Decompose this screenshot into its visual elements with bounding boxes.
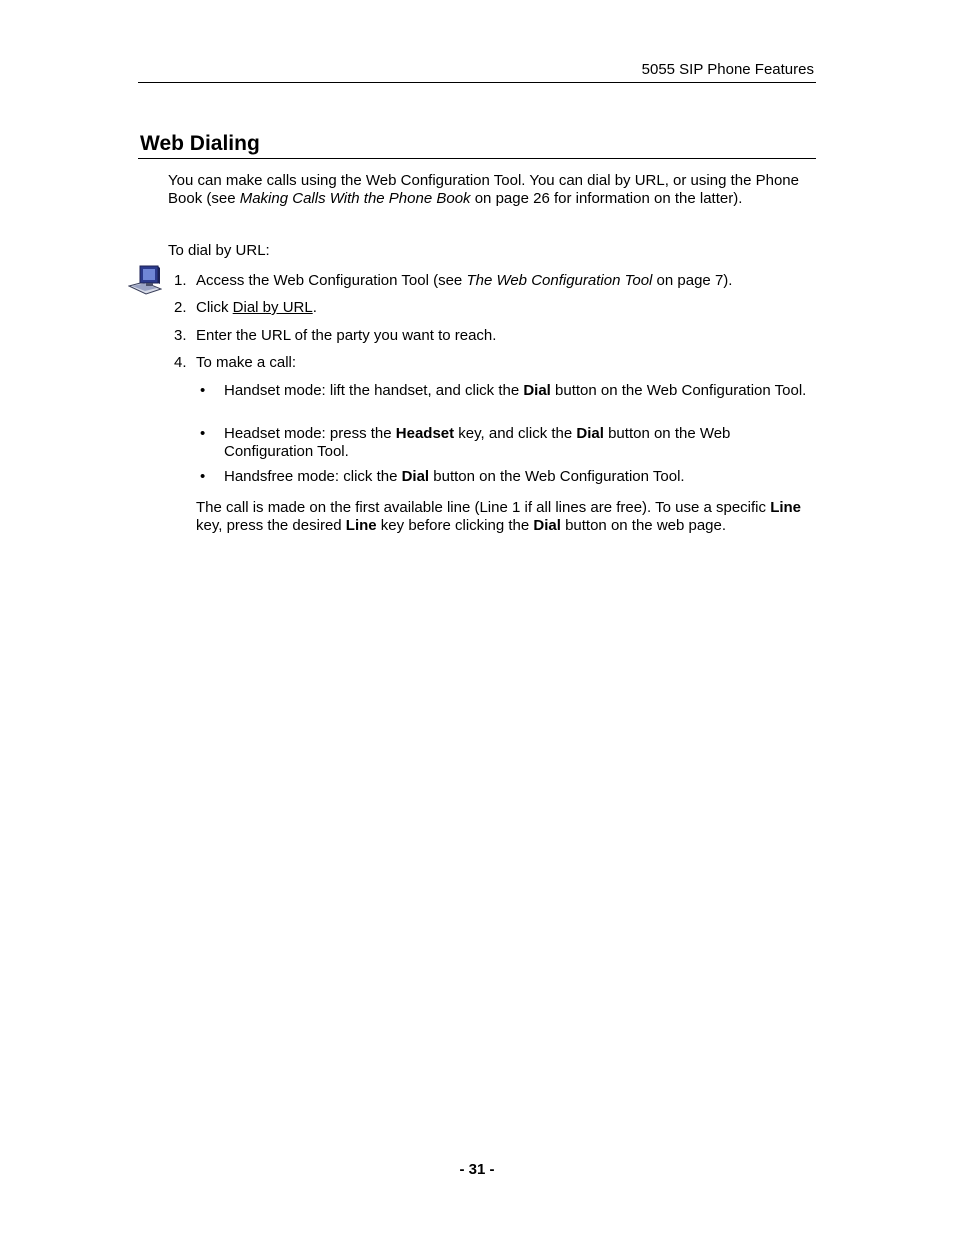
intro-text-2: on page 26 for information on the latter). [470, 190, 743, 207]
bullet-text [224, 382, 810, 400]
computer-procedure-icon [128, 264, 162, 296]
step-text-end: . [312, 299, 317, 316]
step-text: Click [196, 299, 233, 316]
intro-cross-reference: Making Calls With the Phone Book [239, 190, 471, 207]
bullet-text [224, 468, 810, 486]
bullet-text-part: Headset mode: press the [224, 425, 396, 442]
procedure-lead: To dial by URL: [168, 242, 270, 259]
bullet-text-part: button on the Web Configuration Tool. [429, 468, 685, 485]
bullet-symbol: • [200, 382, 206, 399]
bullet-bold-term: Dial [523, 382, 551, 399]
running-header-title: 5055 SIP Phone Features [641, 61, 814, 78]
note-paragraph [196, 499, 806, 535]
page-number: - 31 - [459, 1161, 495, 1178]
bullet-text [224, 425, 810, 461]
step-text: Access the Web Configuration Tool (see [196, 272, 467, 289]
intro-text-1: You can make calls using the Web Configuration Tool. You can dial by URL, or using the Phone Book (see [168, 172, 799, 207]
step-text-end: on page 7). [652, 272, 733, 289]
bullet-text-part: button on the Web Configuration Tool. [550, 382, 807, 399]
step-number: 1. [174, 272, 187, 289]
bullet-text-part: key, and click the [454, 425, 577, 442]
step-item [174, 354, 296, 372]
section-title: Web Dialing [140, 132, 260, 155]
bullet-text-part: Handset mode: lift the handset, and click the [224, 382, 524, 399]
bullet-bold-term: Dial [576, 425, 604, 442]
bullet-item [200, 382, 810, 400]
bullet-bold-term: Dial [401, 468, 430, 485]
step-item [174, 272, 732, 290]
note-text: button on the web page. [560, 517, 727, 534]
section-heading [138, 130, 816, 159]
step-item [174, 299, 317, 317]
bullet-item [200, 425, 810, 461]
running-header [138, 61, 816, 83]
bullet-bold-term: Headset [395, 425, 455, 442]
note-bold-term: Line [770, 499, 802, 516]
step-text: Enter the URL of the party you want to reach. [196, 327, 497, 344]
step-number: 3. [174, 327, 187, 344]
step-number: 4. [174, 354, 187, 371]
bullet-text-part: Handsfree mode: click the [224, 468, 402, 485]
step-cross-reference: The Web Configuration Tool [466, 272, 653, 289]
note-bold-term: Line [345, 517, 377, 534]
note-text: The call is made on the first available line (Line 1 if all lines are free). To use a specific [196, 499, 771, 516]
dial-by-url-link[interactable]: Dial by URL [232, 299, 313, 316]
note-text: key, press the desired [196, 517, 346, 534]
note-bold-term: Dial [533, 517, 561, 534]
step-text: To make a call: [196, 354, 297, 371]
bullet-symbol: • [200, 425, 206, 442]
bullet-text-part: button on the Web Configuration Tool. [224, 425, 731, 460]
note-text: key before clicking the [376, 517, 534, 534]
bullet-item [200, 468, 810, 486]
step-number: 2. [174, 299, 187, 316]
step-item [174, 327, 496, 345]
bullet-symbol: • [200, 468, 206, 485]
intro-paragraph [168, 172, 808, 208]
